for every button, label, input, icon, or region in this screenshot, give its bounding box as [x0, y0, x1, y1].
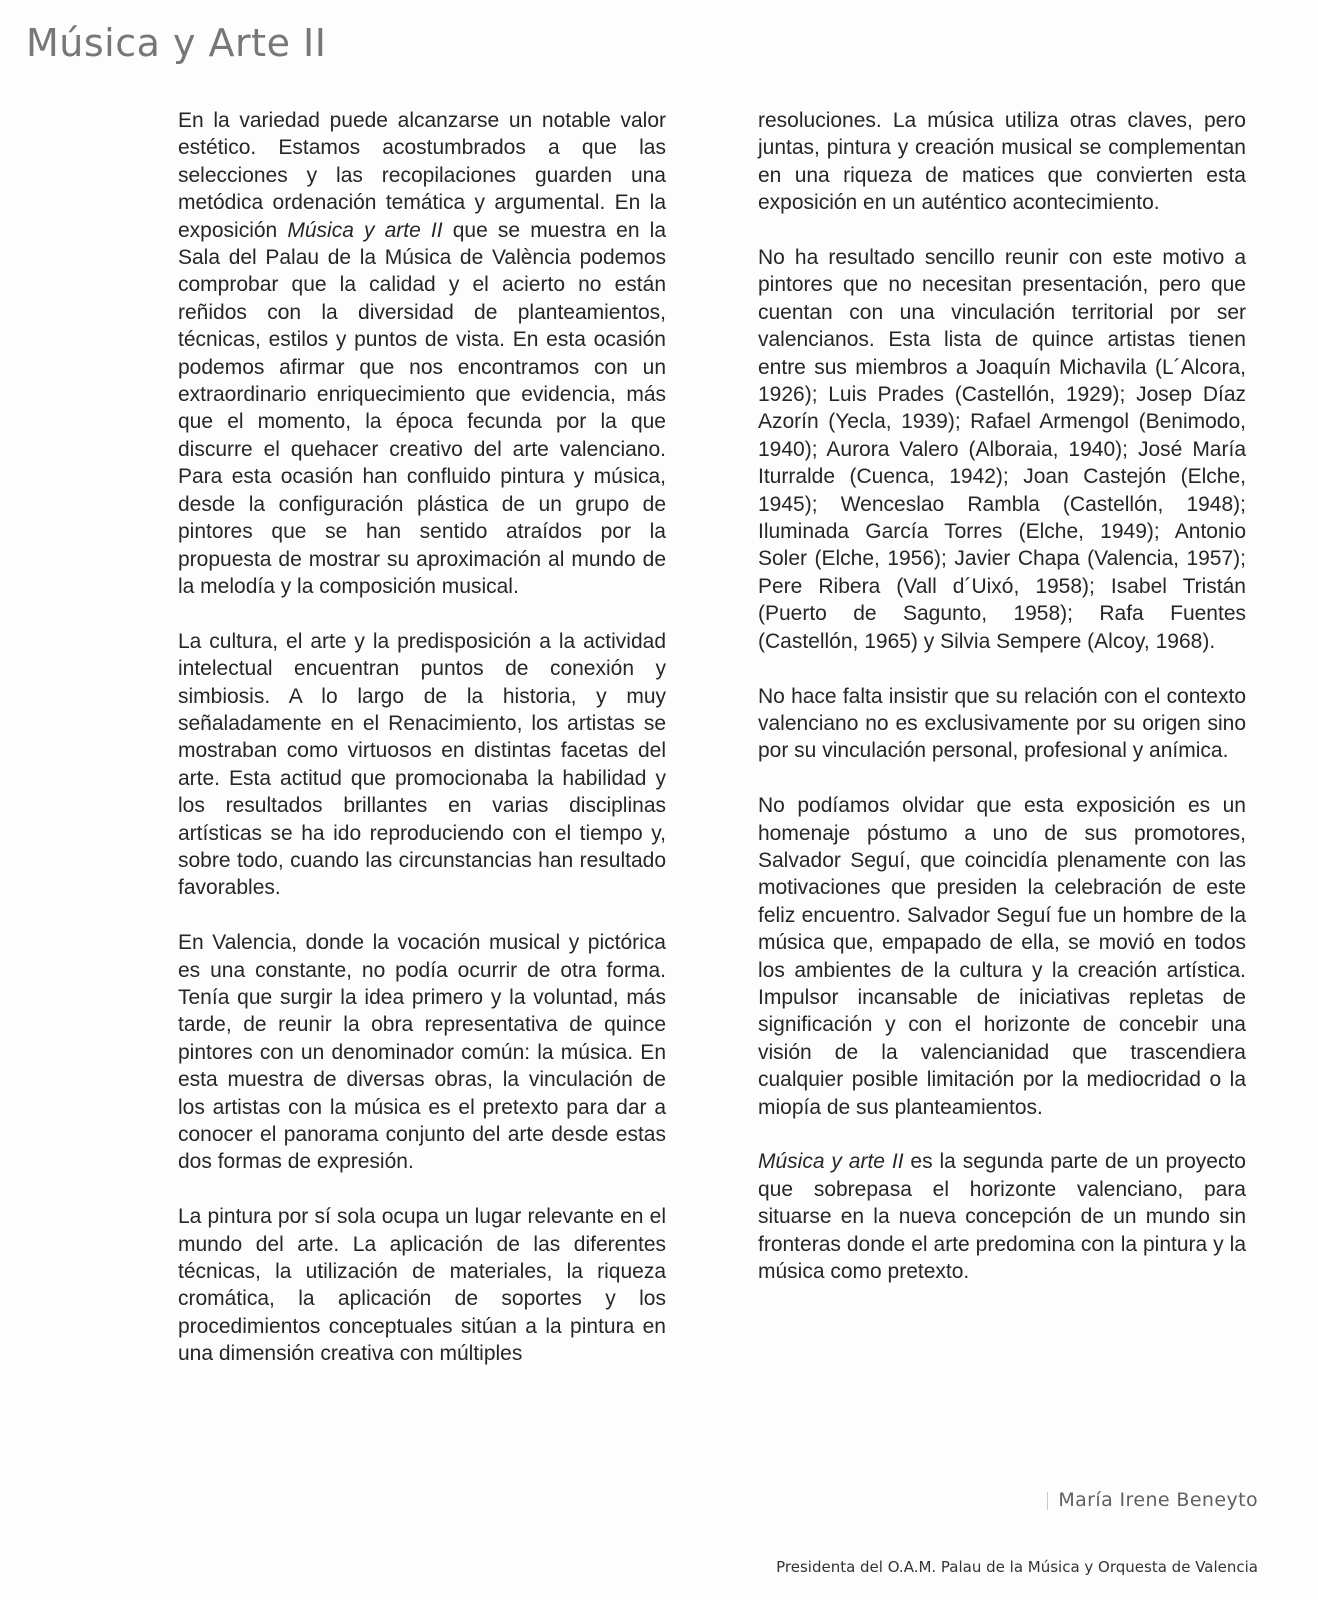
paragraph — [178, 628, 666, 902]
paragraph-text: No podíamos olvidar que esta exposición es un homenaje póstumo a uno de sus promotores, Salvador Seguí, que coincidía plenamente con las motivaciones que presiden la celebración de este feliz encuentro. Salvador Seguí fue un hombre de la música que, empapado de ella, se movió en todos los ambientes de la cultura y la creación artística. Impulsor incansable de iniciativas repletas de significación y con el horizonte de concebir una visión de la valencianidad que trascendiera cualquier posible limitación por la mediocridad o la miopía de sus planteamientos. — [758, 794, 1246, 1119]
paragraph — [178, 929, 666, 1176]
paragraph — [758, 244, 1246, 655]
paragraph — [758, 107, 1246, 217]
paragraph-text: resoluciones. La música utiliza otras claves, pero juntas, pintura y creación musical se complementan en una riqueza de matices que convierten esta exposición en un auténtico acontecimiento. — [758, 109, 1246, 215]
paragraph-text: La cultura, el arte y la predisposición a la actividad intelectual encuentran puntos de conexión y simbiosis. A lo largo de la historia, y muy señaladamente en el Renacimiento, los artistas se mostraban como virtuosos en distintas facetas del arte. Esta actitud que promocionaba la habilidad y los resultados brillantes en varias disciplinas artísticas se ha ido reproduciendo con el tiempo y, sobre todo, cuando las circunstancias han resultado favorables. — [178, 629, 666, 900]
paragraph — [758, 1148, 1246, 1285]
italic-title-text: Música y arte II — [758, 1150, 904, 1174]
paragraph-text: No ha resultado sencillo reunir con este motivo a pintores que no necesitan presentación, pero que cuentan con una vinculación territorial por ser valencianos. Esta lista de quince artistas tienen entre sus miembros a Joaquín Michavila (L´Alcora, 1926); Luis Prades (Castellón, 1929); Josep Díaz Azorín (Yecla, 1939); Rafael Armengol (Benimodo, 1940); Aurora Valero (Alboraia, 1940); José María Iturralde (Cuenca, 1942); Joan Castejón (Elche, 1945); Wenceslao Rambla (Castellón, 1948); Iluminada García Torres (Elche, 1949); Antonio Soler (Elche, 1956); Javier Chapa (Valencia, 1957); Pere Ribera (Vall d´Uixó, 1958); Isabel Tristán (Puerto de Sagunto, 1958); Rafa Fuentes (Castellón, 1965) y Silvia Sempere (Alcoy, 1968). — [758, 246, 1246, 653]
paragraph-text: La pintura por sí sola ocupa un lugar relevante en el mundo del arte. La aplicación de las diferentes técnicas, la utilización de materiales, la riqueza cromática, la aplicación de soportes y los procedimientos conceptuales sitúan a la pintura en una dimensión creativa con múltiples — [178, 1205, 666, 1366]
signature-name: María Irene Beneyto — [1058, 1489, 1258, 1511]
italic-title-text: Música y arte II — [287, 218, 443, 242]
paragraph-text: que se muestra en la Sala del Palau de la Música de València podemos comprobar que la calidad y el acierto no están reñidos con la diversidad de planteamientos, técnicas, estilos y puntos de vista. En esta ocasión podemos afirmar que nos encontramos con un extraordinario enriquecimiento que evidencia, más que el momento, la época fecunda por la que discurre el quehacer creativo del arte valenciano. Para esta ocasión han confluido pintura y música, desde la configuración plástica de un grupo de pintores que se han sentido atraídos por la propuesta de mostrar su aproximación al mundo de la melodía y la composición musical. — [178, 218, 667, 598]
paragraph — [758, 683, 1246, 765]
paragraph — [178, 107, 666, 600]
text-column-left — [178, 107, 666, 1395]
paragraph — [178, 1203, 666, 1367]
paragraph-text: En la variedad puede alcanzarse un notable valor estético. Estamos acostumbrados a que las selecciones y las recopilaciones guarden una metódica ordenación temática y argumental. En la exposición — [178, 109, 666, 242]
paragraph-text: No hace falta insistir que su relación con el contexto valenciano no es exclusivamente por su origen sino por su vinculación personal, profesional y anímica. — [758, 684, 1246, 763]
page-title: Música y Arte II — [26, 21, 327, 65]
paragraph — [758, 792, 1246, 1121]
paragraph-text: En Valencia, donde la vocación musical y pictórica es una constante, no podía ocurrir de otra forma. Tenía que surgir la idea primero y la voluntad, más tarde, de reunir la obra representativa de quince pintores con un denominador común: la música. En esta muestra de diversas obras, la vinculación de los artistas con la música es el pretexto para dar a conocer el panorama conjunto del arte desde estas dos formas de expresión. — [178, 931, 666, 1174]
signature-divider — [1047, 1492, 1048, 1510]
text-column-right — [758, 107, 1246, 1313]
paragraph-text: es la segunda parte de un proyecto que sobrepasa el horizonte valenciano, para situarse en la nueva concepción de un mundo sin fronteras donde el arte predomina con la pintura y la música como pretexto. — [758, 1150, 1246, 1283]
signature-role: Presidenta del O.A.M. Palau de la Música y Orquesta de Valencia — [776, 1558, 1258, 1576]
